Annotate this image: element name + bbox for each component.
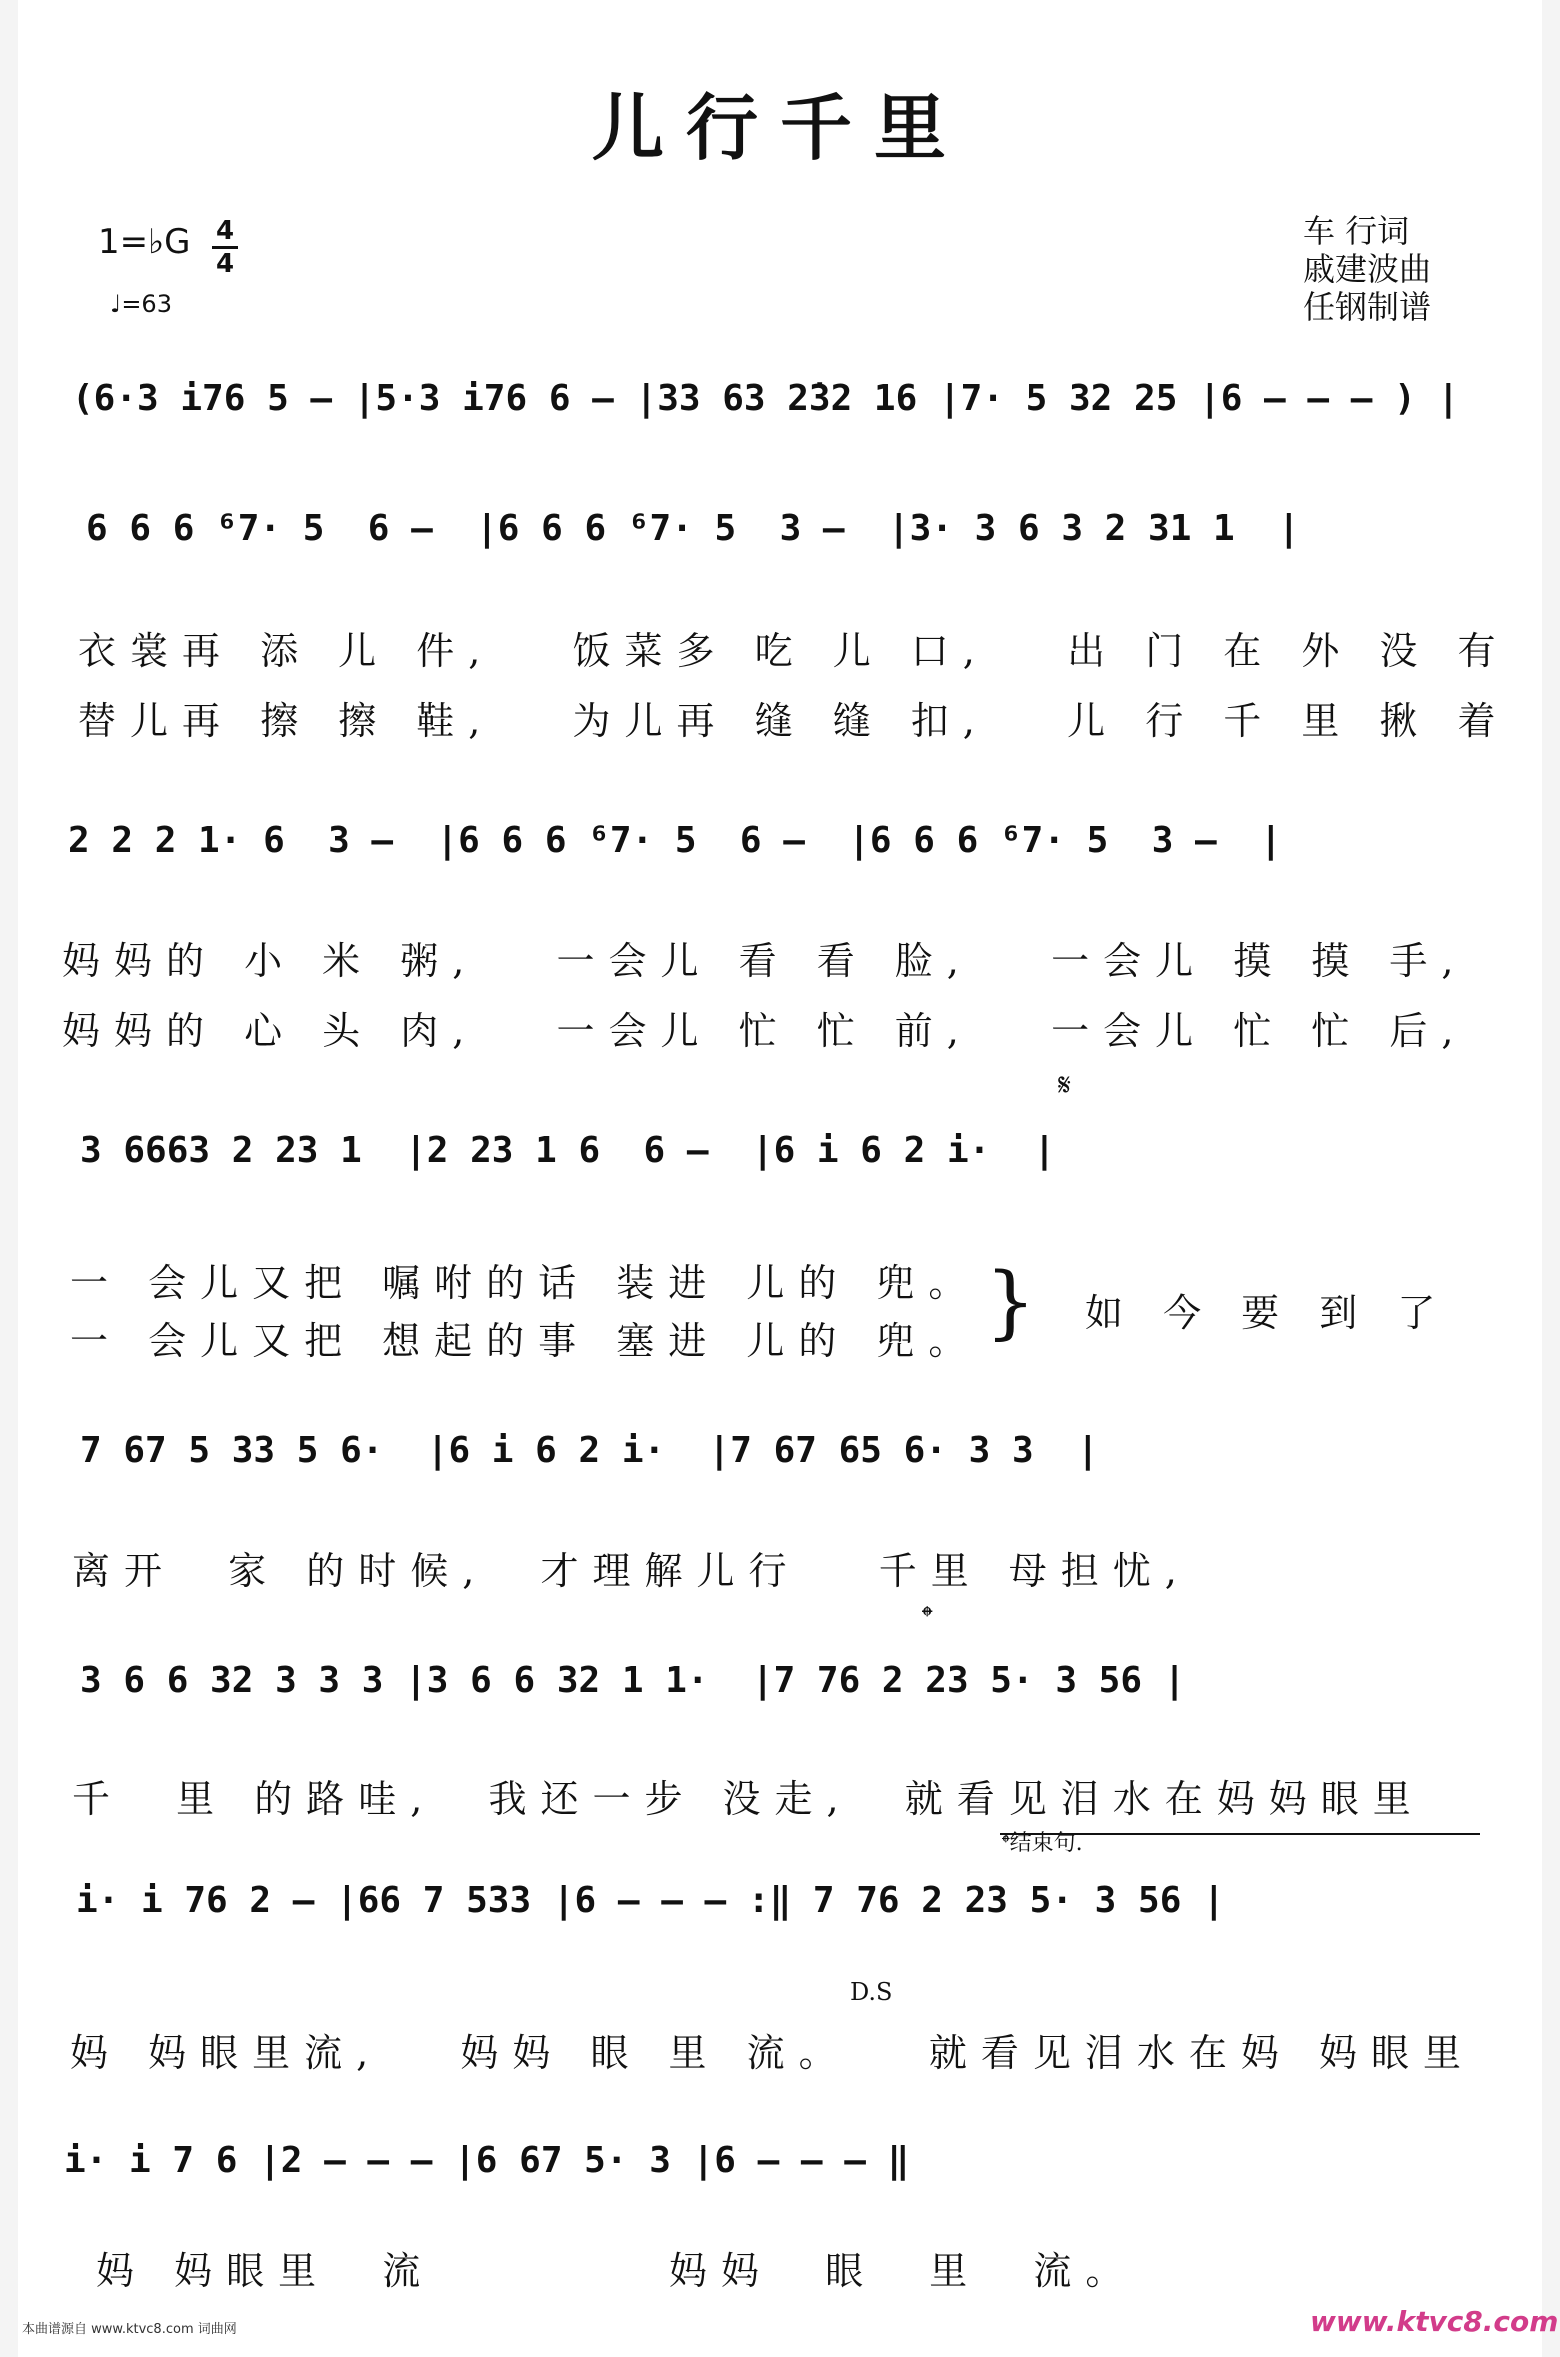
left-margin-band xyxy=(0,0,18,2357)
song-title: 儿行千里 xyxy=(591,85,968,170)
footer-source: 本曲谱源自 www.ktvc8.com 词曲网 xyxy=(22,2322,237,2337)
lyricist-credit: 车 行词 xyxy=(1303,212,1410,250)
lyric-line-10: 妈 妈眼里流, 妈妈 眼 里 流。 就看见泪水在妈 妈眼里 xyxy=(70,2031,1475,2075)
lyric-line-7: 如 今 要 到 了 xyxy=(1085,1291,1450,1335)
lyric-line-8: 离开 家 的时候, 才理解儿行 千里 母担忧, xyxy=(72,1549,1191,1593)
credits xyxy=(1303,212,1431,326)
tempo-marking: ♩=63 xyxy=(110,290,172,318)
notation-row-3: 2 2 2 1· 6 3 – |6 6 6 ⁶7· 5 6 – |6 6 6 ⁶7· 5 3 – | xyxy=(68,820,1282,861)
segno-sign: 𝄋 xyxy=(1058,1068,1071,1103)
coda-sign: 𝄌 xyxy=(922,1600,933,1635)
lyric-line-9: 千 里 的路哇, 我还一步 没走, 就看见泪水在妈妈眼里 xyxy=(72,1777,1425,1821)
notation-row-6: 3 6 6 32 3 3 3 |3 6 6 32 1 1· |7 76 2 23 5· 3 56 | xyxy=(80,1660,1186,1701)
key-signature: 1=♭G xyxy=(98,222,191,262)
notation-row-4: 3 6663 2 23 1 |2 23 1 6 6 – |6 i 6 2 i· | xyxy=(80,1130,1056,1171)
lyric-line-5: 一 会儿又把 嘱咐的话 装进 儿的 兜。 xyxy=(70,1261,981,1305)
notation-row-7: i· i 76 2 – |66 7 533 |6 – – – :‖ 7 76 2 23 5· 3 56 | xyxy=(76,1880,1225,1921)
meter-top: 4 xyxy=(212,216,238,249)
lyric-line-6: 一 会儿又把 想起的事 塞进 儿的 兜。 xyxy=(70,1319,981,1363)
notation-row-8: i· i 7 6 |2 – – – |6 67 5· 3 |6 – – – ‖ xyxy=(64,2140,910,2181)
time-signature xyxy=(212,216,238,279)
notation-row-1: (6·3 i76 5 – |5·3 i76 6 – |33 63 2̇32 16 |7· 5 32 25 |6 – – – ) | xyxy=(72,378,1460,419)
footer-watermark: www.ktvc8.com xyxy=(1310,2305,1559,2338)
lyric-brace: } xyxy=(985,1255,1036,1348)
coda-ending-note: 𝄌结束句. xyxy=(1002,1831,1083,1856)
lyric-line-3: 妈妈的 小 米 粥, 一会儿 看 看 脸, 一会儿 摸 摸 手, xyxy=(62,939,1468,983)
meter-bottom: 4 xyxy=(215,249,235,279)
arranger-credit: 任钢制谱 xyxy=(1303,288,1432,326)
ds-marking: D.S xyxy=(850,1978,893,2006)
lyric-line-2: 替儿再 擦 擦 鞋, 为儿再 缝 缝 扣, 儿 行 千 里 揪 着 xyxy=(78,699,1510,743)
notation-row-2: 6 6 6 ⁶7· 5 6 – |6 6 6 ⁶7· 5 3 – |3· 3 6 3 2 31 1 | xyxy=(86,508,1300,549)
lyric-line-11: 妈 妈眼里 流 妈妈 眼 里 流。 xyxy=(96,2249,1138,2293)
right-margin-band xyxy=(1542,0,1560,2357)
lyric-line-1: 衣裳再 添 儿 件, 饭菜多 吃 儿 口, 出 门 在 外 没 有 xyxy=(78,629,1510,673)
lyric-line-4: 妈妈的 心 头 肉, 一会儿 忙 忙 前, 一会儿 忙 忙 后, xyxy=(62,1009,1468,1053)
notation-row-5: 7 67 5 33 5 6· |6 i 6 2 i· |7 67 65 6· 3 3 | xyxy=(80,1430,1099,1471)
composer-credit: 戚建波曲 xyxy=(1303,250,1432,288)
